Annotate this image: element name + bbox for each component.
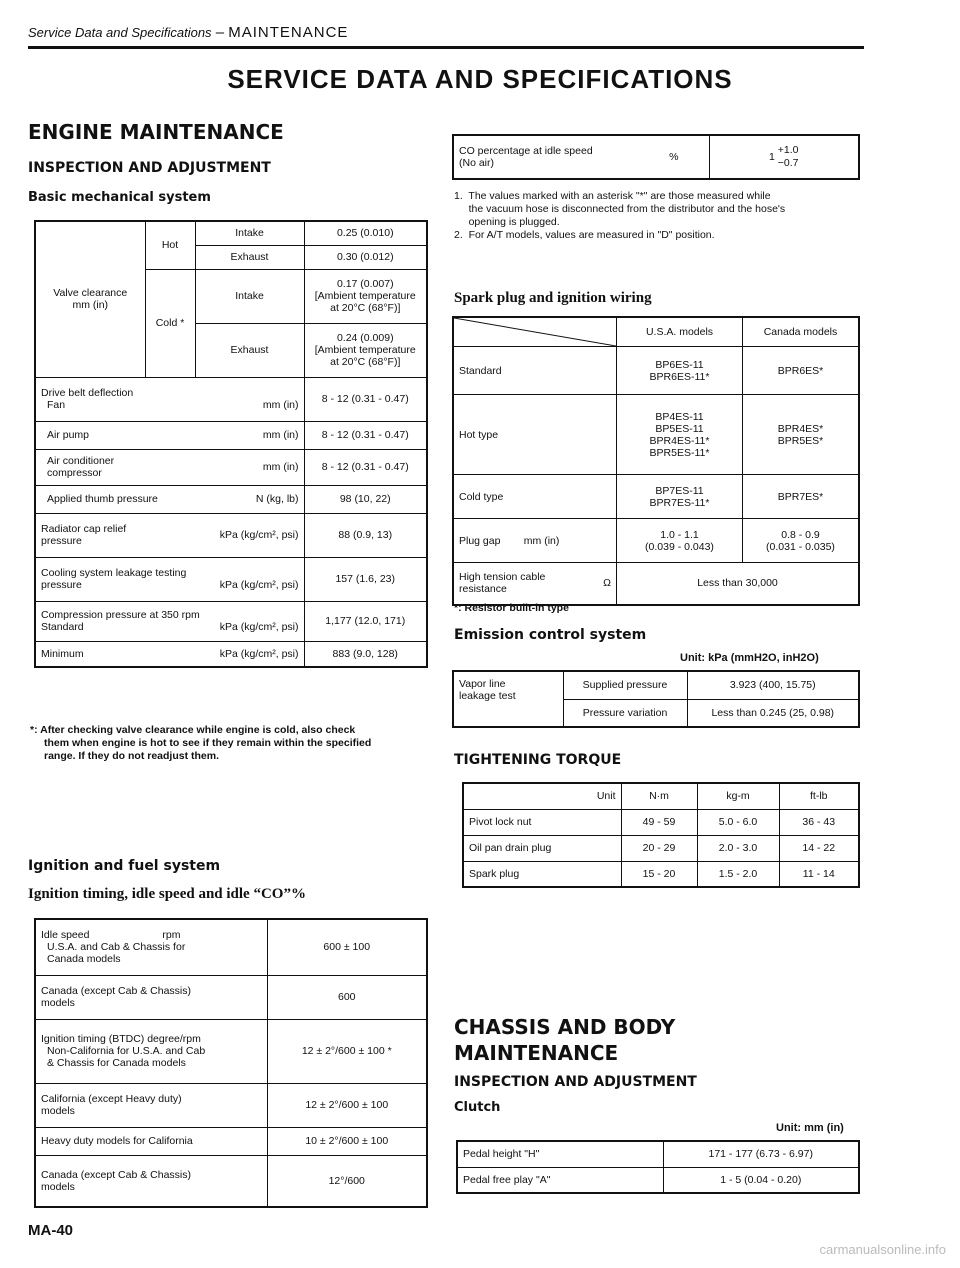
engine-maintenance-heading: ENGINE MAINTENANCE <box>28 120 284 144</box>
torque-row <box>463 861 859 887</box>
vapor-line2: leakage test <box>459 690 516 702</box>
chassis-heading <box>454 1014 675 1066</box>
supplied-pressure-value: 3.923 (400, 15.75) <box>687 671 859 699</box>
fan-belt-label <box>35 377 304 421</box>
cold-exhaust-line: 0.24 (0.009) <box>336 332 394 344</box>
col-canada: Canada models <box>743 317 860 347</box>
torque-header-ftlb: ft-lb <box>779 783 859 809</box>
spark-usa-line: (0.039 - 0.043) <box>645 540 714 553</box>
clutch-cell: 171 - 177 (6.73 - 6.97) <box>663 1141 859 1167</box>
thumb-value: 98 (10, 22) <box>304 485 427 513</box>
cold-intake-label: Intake <box>195 269 304 323</box>
clutch-row <box>457 1141 859 1167</box>
torque-table <box>462 782 860 888</box>
pressure-variation-label: Pressure variation <box>563 699 687 727</box>
spark-can-line: BPR4ES* <box>777 422 824 435</box>
ignition-line: models <box>41 1105 75 1117</box>
basic-mechanical-heading: Basic mechanical system <box>28 190 211 205</box>
hot-label: Hot <box>145 221 195 269</box>
valve-unit-text: mm (in) <box>72 299 109 312</box>
spark-can-line: BPR7ES* <box>777 490 824 503</box>
ignition-row-value: 12 ± 2°/600 ± 100 * <box>267 1019 427 1083</box>
cooling-unit: kPa (kg/cm², psi) <box>219 579 299 591</box>
spark-plug-heading: Spark plug and ignition wiring <box>454 290 652 306</box>
cold-exhaust-label: Exhaust <box>195 323 304 377</box>
pump-value: 8 - 12 (0.31 - 0.47) <box>304 421 427 449</box>
spark-row-label: Cold type <box>453 475 617 519</box>
ac-line1: Air conditioner <box>47 455 115 467</box>
co-value <box>709 135 859 179</box>
spark-usa-line: BP6ES-11 <box>655 358 704 371</box>
torque-cell: 49 - 59 <box>621 809 697 835</box>
ignition-table <box>34 918 428 1208</box>
valve-note-line: *: After checking valve clearance while engine is cold, also check <box>30 724 356 736</box>
co-plus: +1.0 <box>777 144 799 156</box>
hot-intake-value: 0.25 (0.010) <box>304 221 427 245</box>
torque-header-kgm: kg-m <box>697 783 779 809</box>
ignition-row-label <box>35 975 267 1019</box>
ignition-line: U.S.A. and Cab & Chassis for <box>47 941 186 954</box>
header-rule <box>28 46 864 49</box>
spark-usa-line: BPR7ES-11* <box>649 496 710 509</box>
radiator-value: 88 (0.9, 13) <box>304 513 427 557</box>
spark-row-canada <box>743 347 860 395</box>
compression-min: Minimum <box>41 647 84 660</box>
pressure-variation-value: Less than 0.245 (25, 0.98) <box>687 699 859 727</box>
ignition-line: Ignition timing (BTDC) degree/rpm <box>41 1033 201 1045</box>
spark-row-usa <box>617 395 743 475</box>
ignition-row-value: 600 ± 100 <box>267 919 427 975</box>
torque-cell: 14 - 22 <box>779 835 859 861</box>
torque-cell: Oil pan drain plug <box>463 835 621 861</box>
spark-corner-cell <box>453 317 617 347</box>
ignition-row-label <box>35 919 267 975</box>
torque-row <box>463 809 859 835</box>
ignition-line: models <box>41 997 75 1009</box>
compression-title: Compression pressure at 350 rpm <box>41 609 200 621</box>
torque-row <box>463 835 859 861</box>
thumb-unit: N (kg, lb) <box>255 493 299 505</box>
co-note-line: 1. The values marked with an asterisk "*" are those measured while <box>454 190 771 202</box>
cold-intake-value <box>304 269 427 323</box>
valve-clearance-label <box>35 221 145 377</box>
chassis-heading-line1: CHASSIS AND BODY <box>454 1015 676 1039</box>
fan-value: 8 - 12 (0.31 - 0.47) <box>304 377 427 421</box>
spark-usa-line: BPR4ES-11* <box>649 434 710 447</box>
ht-cable-label <box>453 563 617 605</box>
torque-cell: 20 - 29 <box>621 835 697 861</box>
spark-usa-line: 1.0 - 1.1 <box>660 528 699 541</box>
ignition-line: & Chassis for Canada models <box>47 1057 186 1069</box>
co-base: 1 <box>768 151 775 163</box>
spark-usa-line: BP7ES-11 <box>655 484 704 497</box>
ignition-line: models <box>41 1180 75 1193</box>
ignition-row-value: 12 ± 2°/600 ± 100 <box>267 1083 427 1127</box>
torque-cell: 11 - 14 <box>779 861 859 887</box>
cold-intake-line: at 20°C (68°F)] <box>330 302 401 314</box>
ht-line2: resistance <box>459 583 507 596</box>
ignition-line: Heavy duty models for California <box>41 1135 193 1147</box>
header-sep: – <box>211 24 229 41</box>
spark-can-line: BPR6ES* <box>777 364 824 377</box>
clutch-cell: 1 - 5 (0.04 - 0.20) <box>663 1167 859 1193</box>
ignition-line: Non-California for U.S.A. and Cab <box>47 1045 206 1057</box>
spark-can-line: (0.031 - 0.035) <box>766 540 835 553</box>
spark-row-canada <box>743 475 860 519</box>
ignition-line: California (except Heavy duty) <box>41 1093 182 1105</box>
torque-header-unit: Unit <box>463 783 621 809</box>
co-line2: (No air) <box>459 157 495 169</box>
chassis-inspection-heading: INSPECTION AND ADJUSTMENT <box>454 1074 697 1090</box>
spark-row-label: Hot type <box>453 395 617 475</box>
co-line1: CO percentage at idle speed <box>459 145 593 157</box>
spark-row-usa <box>617 347 743 395</box>
torque-cell: 36 - 43 <box>779 809 859 835</box>
spark-row <box>453 347 859 395</box>
clutch-heading: Clutch <box>454 1100 501 1115</box>
ignition-row-value: 12°/600 <box>267 1155 427 1207</box>
chassis-heading-line2: MAINTENANCE <box>454 1041 619 1065</box>
compression-std: Standard <box>41 621 84 633</box>
inspection-heading: INSPECTION AND ADJUSTMENT <box>28 160 271 176</box>
co-minus: −0.7 <box>777 157 799 169</box>
fan-label: Fan <box>47 399 66 411</box>
spark-usa-line: BPR5ES-11* <box>649 446 710 459</box>
cooling-value: 157 (1.6, 23) <box>304 557 427 601</box>
ht-line1: High tension cable <box>459 571 546 584</box>
page-number: MA-40 <box>28 1222 74 1239</box>
ignition-fuel-heading: Ignition and fuel system <box>28 858 221 874</box>
spark-row-label: Standard <box>453 347 617 395</box>
vapor-line-label <box>453 671 563 727</box>
spark-can-line: 0.8 - 0.9 <box>781 528 820 541</box>
torque-cell: Pivot lock nut <box>463 809 621 835</box>
ignition-row <box>35 1019 427 1083</box>
spark-usa-line: BP4ES-11 <box>655 410 704 423</box>
fan-unit: mm (in) <box>262 399 299 411</box>
resistor-note: *: Resistor built-in type <box>454 602 569 614</box>
ignition-row <box>35 1083 427 1127</box>
torque-cell: 2.0 - 3.0 <box>697 835 779 861</box>
spark-usa-line: BPR6ES-11* <box>649 370 710 383</box>
co-note-line: the vacuum hose is disconnected from the distributor and the hose's <box>454 203 786 215</box>
running-header <box>28 24 348 41</box>
cold-intake-line: 0.17 (0.007) <box>336 278 394 290</box>
ignition-timing-heading: Ignition timing, idle speed and idle “CO”% <box>28 886 306 902</box>
spark-plug-table <box>452 316 860 606</box>
radiator-label <box>35 513 304 557</box>
compression-std-value: 1,177 (12.0, 171) <box>304 601 427 641</box>
spark-row-usa <box>617 475 743 519</box>
ignition-row-value: 600 <box>267 975 427 1019</box>
torque-cell: Spark plug <box>463 861 621 887</box>
ac-unit: mm (in) <box>262 461 299 473</box>
hot-exhaust-value: 0.30 (0.012) <box>304 245 427 269</box>
co-label <box>453 135 639 179</box>
co-note-line: opening is plugged. <box>454 216 560 228</box>
compression-std-unit: kPa (kg/cm², psi) <box>219 621 299 633</box>
ignition-row-label <box>35 1155 267 1207</box>
clutch-cell: Pedal height "H" <box>457 1141 663 1167</box>
co-unit: % <box>639 135 709 179</box>
belt-title: Drive belt deflection <box>41 387 134 399</box>
header-section: Service Data and Specifications <box>28 25 212 40</box>
clutch-unit: Unit: mm (in) <box>776 1122 844 1134</box>
clutch-row <box>457 1167 859 1193</box>
cooling-line1: Cooling system leakage testing <box>41 567 187 579</box>
valve-note-line: range. If they do not readjust them. <box>44 750 220 762</box>
cold-intake-line: [Ambient temperature <box>314 290 416 302</box>
ohm-unit: Ω <box>603 577 611 590</box>
basic-mechanical-table <box>34 220 428 668</box>
spark-row-label: Plug gap mm (in) <box>453 519 617 563</box>
spark-can-line: BPR5ES* <box>777 434 824 447</box>
clutch-cell: Pedal free play "A" <box>457 1167 663 1193</box>
diagonal-line <box>454 318 616 346</box>
torque-cell: 1.5 - 2.0 <box>697 861 779 887</box>
ignition-line: Canada (except Cab & Chassis) <box>41 1168 191 1181</box>
spark-row-canada <box>743 395 860 475</box>
ignition-row-value: 10 ± 2°/600 ± 100 <box>267 1127 427 1155</box>
clutch-table <box>456 1140 860 1194</box>
torque-header-nm: N·m <box>621 783 697 809</box>
ac-value: 8 - 12 (0.31 - 0.47) <box>304 449 427 485</box>
cold-exhaust-line: at 20°C (68°F)] <box>330 356 401 368</box>
spark-row-canada <box>743 519 860 563</box>
co-note-line: 2. For A/T models, values are measured in "D" position. <box>454 229 715 241</box>
compression-min-label <box>35 641 304 667</box>
ignition-line: Canada models <box>47 953 121 966</box>
spark-usa-line: BP5ES-11 <box>655 422 704 435</box>
radiator-line1: Radiator cap relief <box>41 523 127 535</box>
ht-cable-value: Less than 30,000 <box>617 563 860 605</box>
torque-cell: 15 - 20 <box>621 861 697 887</box>
spark-row <box>453 395 859 475</box>
thumb-label: Applied thumb pressure <box>47 493 158 505</box>
radiator-unit: kPa (kg/cm², psi) <box>219 529 299 541</box>
torque-heading: TIGHTENING TORQUE <box>454 752 622 768</box>
cooling-label <box>35 557 304 601</box>
thumb-pressure-label <box>35 485 304 513</box>
ignition-line: Canada (except Cab & Chassis) <box>41 985 191 997</box>
ignition-row <box>35 1127 427 1155</box>
pump-label: Air pump <box>47 429 90 441</box>
ignition-row-label <box>35 1127 267 1155</box>
pump-unit: mm (in) <box>262 429 299 441</box>
compression-standard-label <box>35 601 304 641</box>
co-table <box>452 134 860 180</box>
ignition-row-label <box>35 1083 267 1127</box>
cold-exhaust-value <box>304 323 427 377</box>
page-title: SERVICE DATA AND SPECIFICATIONS <box>227 64 733 94</box>
compression-min-unit: kPa (kg/cm², psi) <box>219 647 299 660</box>
torque-cell: 5.0 - 6.0 <box>697 809 779 835</box>
compression-min-value: 883 (9.0, 128) <box>304 641 427 667</box>
watermark: carmanualsonline.info <box>819 1242 946 1257</box>
hot-exhaust-label: Exhaust <box>195 245 304 269</box>
vapor-line1: Vapor line <box>459 678 506 690</box>
valve-note <box>30 724 440 763</box>
cold-label: Cold * <box>145 269 195 377</box>
emission-table <box>452 670 860 728</box>
spark-row <box>453 519 859 563</box>
header-chapter: MAINTENANCE <box>228 24 349 41</box>
ignition-row <box>35 919 427 975</box>
hot-intake-label: Intake <box>195 221 304 245</box>
cooling-line2: pressure <box>41 579 82 591</box>
co-notes <box>454 190 874 242</box>
ignition-line: Idle speed rpm <box>41 929 181 942</box>
spark-row <box>453 475 859 519</box>
radiator-line2: pressure <box>41 535 82 547</box>
valve-label-text: Valve clearance <box>53 287 128 300</box>
emission-unit: Unit: kPa (mmH2O, inH2O) <box>680 652 819 664</box>
supplied-pressure-label: Supplied pressure <box>563 671 687 699</box>
ac-line2: compressor <box>47 467 102 479</box>
emission-heading: Emission control system <box>454 627 647 643</box>
ignition-row <box>35 1155 427 1207</box>
col-usa: U.S.A. models <box>617 317 743 347</box>
spark-row-usa <box>617 519 743 563</box>
air-conditioner-label <box>35 449 304 485</box>
valve-note-line: them when engine is hot to see if they remain within the specified <box>44 737 372 749</box>
cold-exhaust-line: [Ambient temperature <box>314 344 416 356</box>
ignition-row-label <box>35 1019 267 1083</box>
air-pump-label <box>35 421 304 449</box>
ignition-row <box>35 975 427 1019</box>
